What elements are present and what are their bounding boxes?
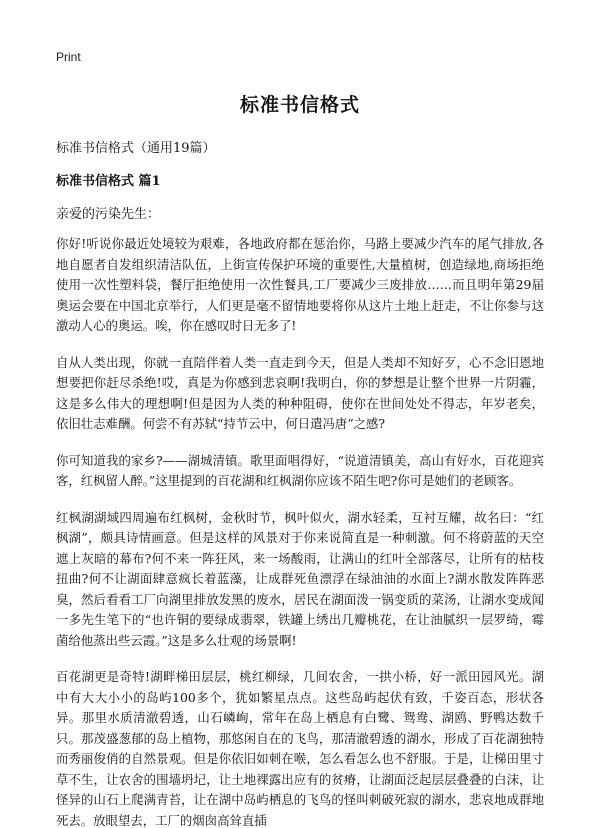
letter-paragraph: 百花湖更是奇特!湖畔梯田层层，桃红柳绿，几间农舍，一拱小桥，好一派田园风光。湖中有大大小小的岛屿100多个，犹如繁星点点。这些岛屿起伏有致，千姿百态，形状各异。那里水质清澈碧透，山石嶙峋，常年在岛上栖息有白鹭、鸳鸯、湖鸥、野鸭达数千只。那茂盛葱郁的岛上植物，那悠闲自在的飞鸟，那清澈碧透的湖水，形成了百花湖独特而秀丽俊俏的自然景观。但是你依旧如刺在喉，怎么看怎么也不舒服。于是，让梯田里寸草不生，让农舍的围墙坍圮，让土地裸露出应有的贫瘠，让湖面泛起层层叠叠的白沫，让怪异的山石上爬满青苔，让在湖中岛屿栖息的飞鸟的怪叫刺破死寂的湖水，悲哀地成群地死去。放眼望去，工厂的烟囱高耸直插 xyxy=(56,669,544,828)
letter-paragraph: 你好!听说你最近处境较为艰难，各地政府都在惩治你，马路上要减少汽车的尾气排放,各地自愿者自发组织清洁队伍，上街宣传保护环境的重要性,大量植树，创造绿地,商场拒绝使用一次性塑料袋，餐厅拒绝使用一次性餐具,工厂要减少三废排放……而且明年第29届奥运会要在中国北京举行，人们更是毫不留情地要将你从这片土地上赶走，不让你参与这激动人心的奥运。唉，你在感叹时日无多了! xyxy=(56,236,544,333)
document-subtitle: 标准书信格式（通用19篇） xyxy=(56,141,216,156)
document-title: 标准书信格式 xyxy=(239,94,360,116)
letter-paragraph: 红枫湖湖域四周遍布红枫树，金秋时节，枫叶似火，湖水轻柔，互衬互耀，故名曰：“红枫湖”，颇具诗情画意。但是这样的风景对于你来说简直是一种刺激。何不将蔚蓝的天空遮上灰暗的幕布?何不来一阵狂风，来一场酸雨，让满山的红叶全部落尽，让所有的枯枝扭曲?何不让湖面肆意疯长着蓝藻，让成群死鱼漂浮在绿油油的水面上?湖水散发阵阵恶臭，然后看看工厂向湖里排放发黑的废水，居民在湖面泼一锅变质的菜汤，让湖水变成闻一多先生笔下的“也许铜的要绿成翡翠，铁罐上绣出几瓣桃花，在让油腻织一层罗绮，霉菌给他蒸出些云霞。”这是多么壮观的场景啊! xyxy=(56,509,544,648)
letter-paragraph: 你可知道我的家乡?——湖城清镇。歌里面唱得好，“说道清镇美，高山有好水，百花迎宾客，红枫留人醉。”这里提到的百花湖和红枫湖你应该不陌生吧?你可是她们的老顾客。 xyxy=(56,452,544,488)
section-heading: 标准书信格式 篇1 xyxy=(56,174,161,189)
print-link[interactable]: Print xyxy=(56,50,81,64)
letter-salutation: 亲爱的污染先生： xyxy=(56,207,161,222)
letter-paragraph: 自从人类出现，你就一直陪伴着人类一直走到今天，但是人类却不知好歹，心不念旧恩地想要把你赶尽杀绝!哎，真是为你感到悲哀啊!我明白，你的梦想是让整个世界一片阴霾，这是多么伟大的理想啊!但是因为人类的种种阻碍，使你在世间处处不得志，年岁老矣，依旧壮志难酬。何尝不有苏轼“持节云中，何日遣冯唐”之感? xyxy=(56,354,544,431)
